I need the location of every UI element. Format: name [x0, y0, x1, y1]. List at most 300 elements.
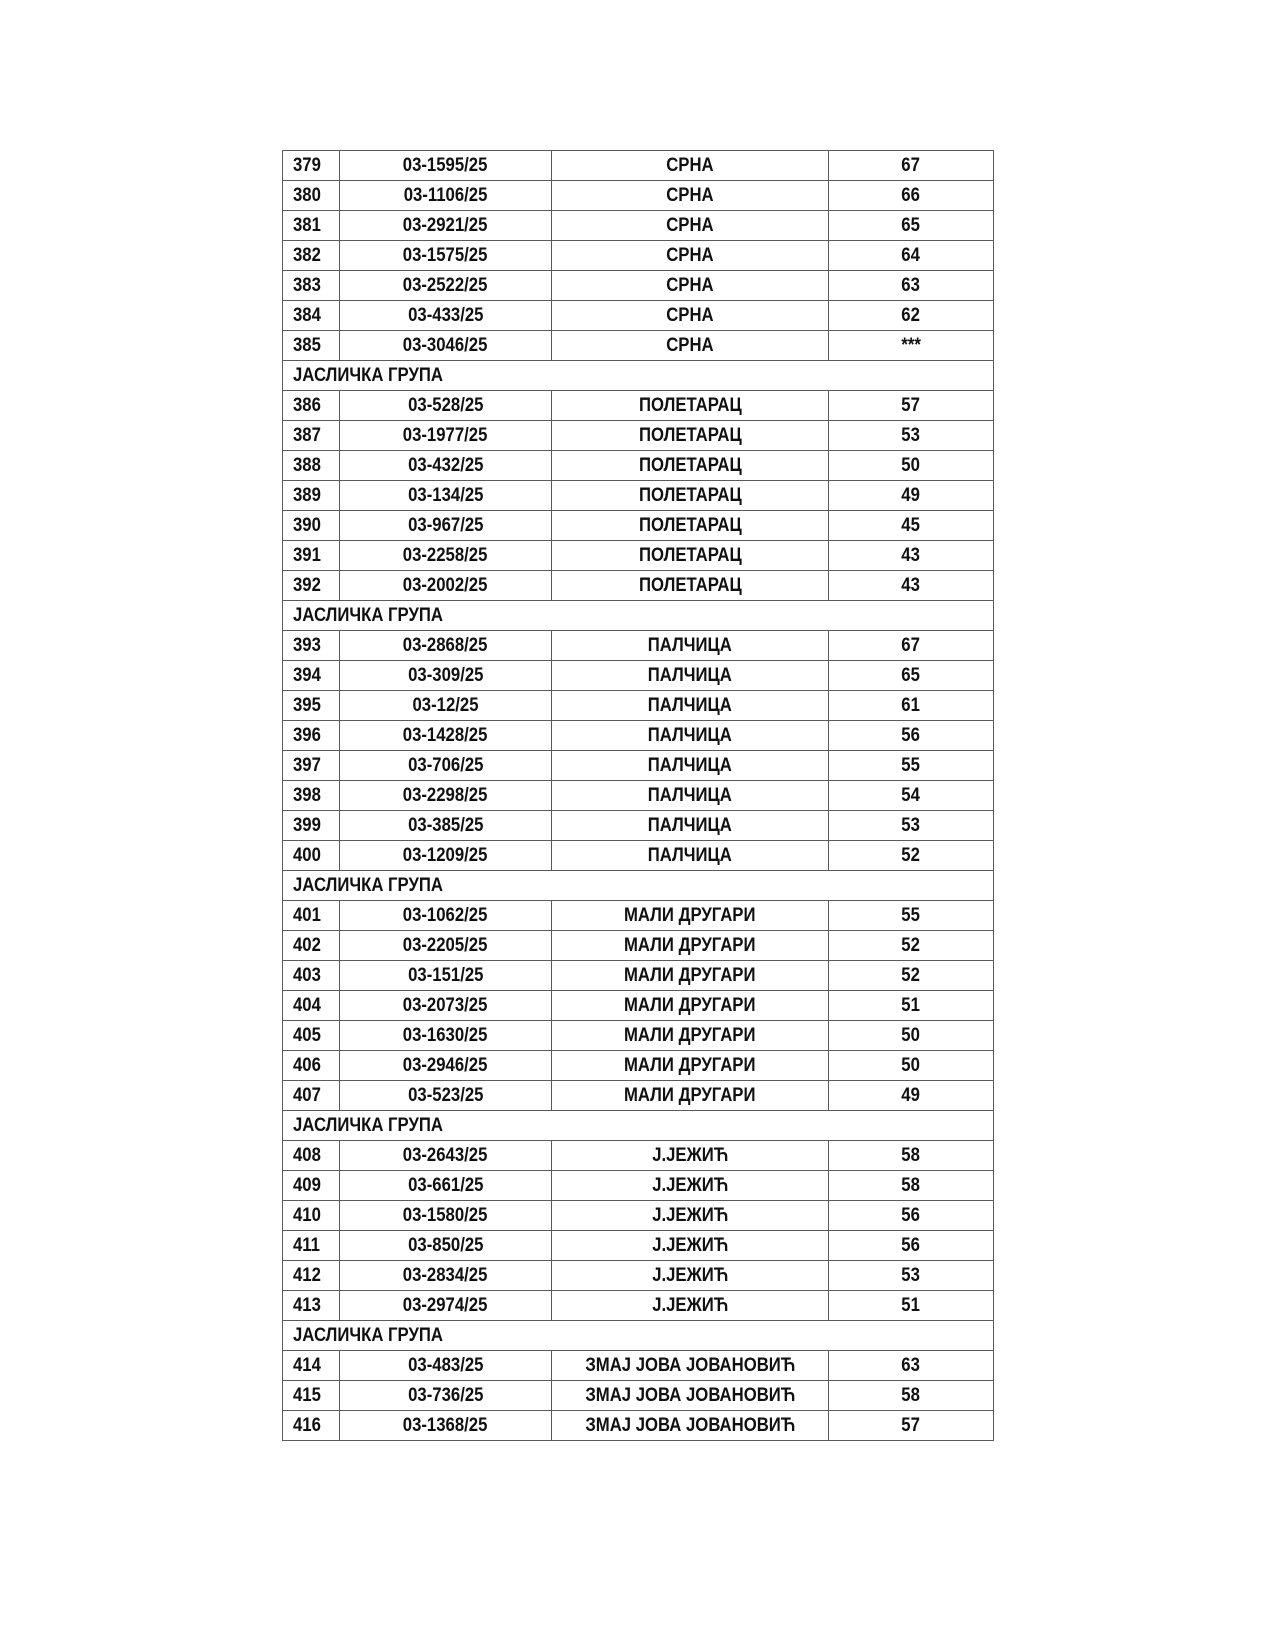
row-number: 408	[293, 1145, 321, 1166]
table-row	[283, 1231, 994, 1261]
row-number-cell	[283, 391, 340, 421]
group-label-cell	[283, 1111, 994, 1141]
application-code-cell	[340, 1141, 552, 1171]
kindergarten-name-cell	[552, 691, 829, 721]
kindergarten-name: ПАЛЧИЦА	[647, 665, 733, 686]
kindergarten-name: ПОЛЕТАРАЦ	[638, 425, 742, 446]
application-code-cell	[340, 751, 552, 781]
kindergarten-name-cell	[552, 961, 829, 991]
application-code-cell	[340, 691, 552, 721]
table-row	[283, 391, 994, 421]
application-code: 03-2643/25	[403, 1145, 488, 1166]
score-cell	[829, 961, 994, 991]
kindergarten-name: ПАЛЧИЦА	[647, 695, 733, 716]
row-number: 407	[293, 1085, 321, 1106]
row-number-cell	[283, 571, 340, 601]
application-code: 03-1062/25	[403, 905, 488, 926]
table-row	[283, 1081, 994, 1111]
row-number: 385	[293, 335, 321, 356]
score-cell	[829, 1291, 994, 1321]
kindergarten-name: Ј.ЈЕЖИЋ	[651, 1205, 729, 1226]
table-row	[283, 181, 994, 211]
score-cell	[829, 991, 994, 1021]
kindergarten-name: МАЛИ ДРУГАРИ	[624, 935, 756, 956]
group-label: ЈАСЛИЧКА ГРУПА	[293, 365, 443, 386]
score-cell	[829, 631, 994, 661]
row-number: 412	[293, 1265, 321, 1286]
application-code-cell	[340, 1291, 552, 1321]
score-cell	[829, 331, 994, 361]
kindergarten-name-cell	[552, 451, 829, 481]
kindergarten-name-cell	[552, 1291, 829, 1321]
kindergarten-name: СРНА	[666, 155, 714, 176]
row-number-cell	[283, 301, 340, 331]
kindergarten-name: ПАЛЧИЦА	[647, 815, 733, 836]
application-code: 03-1630/25	[403, 1025, 488, 1046]
application-code: 03-850/25	[407, 1235, 484, 1256]
kindergarten-name: ПОЛЕТАРАЦ	[638, 455, 742, 476]
application-code: 03-661/25	[407, 1175, 484, 1196]
application-code-cell	[340, 841, 552, 871]
table-row	[283, 211, 994, 241]
row-number: 393	[293, 635, 321, 656]
kindergarten-name: ПАЛЧИЦА	[647, 845, 733, 866]
application-code-cell	[340, 541, 552, 571]
group-label: ЈАСЛИЧКА ГРУПА	[293, 605, 443, 626]
row-number: 390	[293, 515, 321, 536]
row-number: 387	[293, 425, 321, 446]
row-number: 399	[293, 815, 321, 836]
kindergarten-name-cell	[552, 301, 829, 331]
table-row	[283, 631, 994, 661]
application-code-cell	[340, 211, 552, 241]
application-code-cell	[340, 451, 552, 481]
row-number: 400	[293, 845, 321, 866]
row-number: 380	[293, 185, 321, 206]
application-code-cell	[340, 1201, 552, 1231]
score: 57	[901, 395, 921, 416]
score: 43	[901, 545, 921, 566]
application-code: 03-2073/25	[403, 995, 488, 1016]
application-code: 03-151/25	[407, 965, 484, 986]
row-number-cell	[283, 421, 340, 451]
application-code: 03-3046/25	[403, 335, 488, 356]
score-cell	[829, 1081, 994, 1111]
row-number-cell	[283, 781, 340, 811]
row-number: 406	[293, 1055, 321, 1076]
application-code-cell	[340, 1351, 552, 1381]
row-number-cell	[283, 331, 340, 361]
application-code: 03-2834/25	[403, 1265, 488, 1286]
row-number-cell	[283, 271, 340, 301]
application-code: 03-2974/25	[403, 1295, 488, 1316]
kindergarten-name: МАЛИ ДРУГАРИ	[624, 965, 756, 986]
row-number: 391	[293, 545, 321, 566]
row-number-cell	[283, 1261, 340, 1291]
row-number: 409	[293, 1175, 321, 1196]
row-number: 397	[293, 755, 321, 776]
kindergarten-name-cell	[552, 781, 829, 811]
score: 64	[901, 245, 921, 266]
application-code-cell	[340, 781, 552, 811]
group-header-row	[283, 871, 994, 901]
kindergarten-name-cell	[552, 481, 829, 511]
kindergarten-name-cell	[552, 1081, 829, 1111]
group-label-cell	[283, 361, 994, 391]
score: 50	[901, 1055, 921, 1076]
score: 67	[901, 155, 921, 176]
row-number: 383	[293, 275, 321, 296]
row-number-cell	[283, 691, 340, 721]
application-code-cell	[340, 1381, 552, 1411]
kindergarten-name: МАЛИ ДРУГАРИ	[624, 1025, 756, 1046]
table-row	[283, 961, 994, 991]
score: 53	[901, 815, 921, 836]
row-number-cell	[283, 541, 340, 571]
application-code-cell	[340, 241, 552, 271]
table-row	[283, 571, 994, 601]
kindergarten-name-cell	[552, 931, 829, 961]
kindergarten-name-cell	[552, 1381, 829, 1411]
table-row	[283, 421, 994, 451]
score: 63	[901, 1355, 921, 1376]
kindergarten-name: Ј.ЈЕЖИЋ	[651, 1235, 729, 1256]
kindergarten-name-cell	[552, 541, 829, 571]
application-code: 03-2946/25	[403, 1055, 488, 1076]
score-cell	[829, 691, 994, 721]
application-code: 03-432/25	[407, 455, 484, 476]
table-row	[283, 811, 994, 841]
score-cell	[829, 1411, 994, 1441]
table-row	[283, 721, 994, 751]
kindergarten-name: Ј.ЈЕЖИЋ	[651, 1175, 729, 1196]
score-cell	[829, 391, 994, 421]
row-number-cell	[283, 451, 340, 481]
application-code-cell	[340, 1051, 552, 1081]
application-code: 03-967/25	[407, 515, 484, 536]
score-cell	[829, 661, 994, 691]
table-row	[283, 1261, 994, 1291]
row-number-cell	[283, 1081, 340, 1111]
score-cell	[829, 1051, 994, 1081]
row-number: 398	[293, 785, 321, 806]
score-cell	[829, 211, 994, 241]
score: 62	[901, 305, 921, 326]
kindergarten-name: ПАЛЧИЦА	[647, 755, 733, 776]
table-row	[283, 301, 994, 331]
application-code-cell	[340, 901, 552, 931]
kindergarten-name: Ј.ЈЕЖИЋ	[651, 1145, 729, 1166]
row-number-cell	[283, 1141, 340, 1171]
application-code: 03-1575/25	[403, 245, 488, 266]
row-number-cell	[283, 631, 340, 661]
score: 51	[901, 995, 921, 1016]
row-number: 381	[293, 215, 321, 236]
score-cell	[829, 901, 994, 931]
row-number-cell	[283, 481, 340, 511]
kindergarten-name-cell	[552, 211, 829, 241]
group-label-cell	[283, 871, 994, 901]
group-label: ЈАСЛИЧКА ГРУПА	[293, 1115, 443, 1136]
row-number: 394	[293, 665, 321, 686]
application-code-cell	[340, 991, 552, 1021]
table-row	[283, 1141, 994, 1171]
application-code-cell	[340, 1261, 552, 1291]
score-cell	[829, 481, 994, 511]
score-cell	[829, 1201, 994, 1231]
score-cell	[829, 1261, 994, 1291]
application-code-cell	[340, 301, 552, 331]
kindergarten-name-cell	[552, 1411, 829, 1441]
row-number: 382	[293, 245, 321, 266]
row-number: 410	[293, 1205, 321, 1226]
group-label-cell	[283, 601, 994, 631]
table-row	[283, 1051, 994, 1081]
kindergarten-name-cell	[552, 1021, 829, 1051]
score: 50	[901, 455, 921, 476]
kindergarten-name: СРНА	[666, 245, 714, 266]
row-number-cell	[283, 931, 340, 961]
table-row	[283, 1411, 994, 1441]
application-code-cell	[340, 961, 552, 991]
kindergarten-name: ПОЛЕТАРАЦ	[638, 575, 742, 596]
table-row	[283, 481, 994, 511]
application-code-cell	[340, 1021, 552, 1051]
kindergarten-name-cell	[552, 1141, 829, 1171]
application-code: 03-2522/25	[403, 275, 488, 296]
application-code: 03-1580/25	[403, 1205, 488, 1226]
kindergarten-name: ЗМАЈ ЈОВА ЈОВАНОВИЋ	[584, 1355, 796, 1376]
row-number: 401	[293, 905, 321, 926]
kindergarten-name-cell	[552, 991, 829, 1021]
score: 55	[901, 905, 921, 926]
kindergarten-name: ПОЛЕТАРАЦ	[638, 395, 742, 416]
kindergarten-name-cell	[552, 751, 829, 781]
score: 52	[901, 935, 921, 956]
row-number: 396	[293, 725, 321, 746]
score: 53	[901, 425, 921, 446]
group-label-cell	[283, 1321, 994, 1351]
row-number: 384	[293, 305, 321, 326]
application-code: 03-134/25	[407, 485, 484, 506]
application-code: 03-1209/25	[403, 845, 488, 866]
row-number: 411	[293, 1235, 320, 1256]
group-label: ЈАСЛИЧКА ГРУПА	[293, 875, 443, 896]
kindergarten-name: МАЛИ ДРУГАРИ	[624, 1085, 756, 1106]
score-cell	[829, 241, 994, 271]
kindergarten-name: ПОЛЕТАРАЦ	[638, 515, 742, 536]
score: 43	[901, 575, 921, 596]
kindergarten-name: СРНА	[666, 185, 714, 206]
kindergarten-name-cell	[552, 1051, 829, 1081]
row-number-cell	[283, 841, 340, 871]
application-code-cell	[340, 391, 552, 421]
group-label: ЈАСЛИЧКА ГРУПА	[293, 1325, 443, 1346]
score: 49	[901, 1085, 921, 1106]
score-cell	[829, 271, 994, 301]
kindergarten-name: МАЛИ ДРУГАРИ	[624, 995, 756, 1016]
table-row	[283, 751, 994, 781]
application-code-cell	[340, 1081, 552, 1111]
score: 49	[901, 485, 921, 506]
row-number: 415	[293, 1385, 321, 1406]
table-row	[283, 241, 994, 271]
row-number-cell	[283, 1381, 340, 1411]
application-code: 03-1106/25	[403, 185, 488, 206]
row-number: 395	[293, 695, 321, 716]
kindergarten-name-cell	[552, 1201, 829, 1231]
application-code: 03-12/25	[412, 695, 479, 716]
kindergarten-name-cell	[552, 1171, 829, 1201]
kindergarten-name-cell	[552, 1231, 829, 1261]
score-cell	[829, 1141, 994, 1171]
application-code: 03-736/25	[407, 1385, 484, 1406]
kindergarten-name-cell	[552, 511, 829, 541]
kindergarten-name: СРНА	[666, 215, 714, 236]
application-code: 03-1368/25	[403, 1415, 488, 1436]
score: 55	[901, 755, 921, 776]
table-row	[283, 781, 994, 811]
score: 53	[901, 1265, 921, 1286]
kindergarten-name: СРНА	[666, 305, 714, 326]
row-number-cell	[283, 1201, 340, 1231]
score: ***	[901, 335, 921, 356]
application-code-cell	[340, 571, 552, 601]
score: 45	[901, 515, 921, 536]
application-code-cell	[340, 331, 552, 361]
kindergarten-name-cell	[552, 1261, 829, 1291]
row-number: 414	[293, 1355, 321, 1376]
application-code: 03-2868/25	[403, 635, 488, 656]
kindergarten-name-cell	[552, 181, 829, 211]
kindergarten-name: СРНА	[666, 335, 714, 356]
application-code-cell	[340, 511, 552, 541]
kindergarten-name-cell	[552, 571, 829, 601]
application-code-cell	[340, 931, 552, 961]
table-row	[283, 991, 994, 1021]
row-number: 386	[293, 395, 321, 416]
kindergarten-name-cell	[552, 271, 829, 301]
group-header-row	[283, 601, 994, 631]
row-number-cell	[283, 991, 340, 1021]
kindergarten-name-cell	[552, 661, 829, 691]
application-code-cell	[340, 721, 552, 751]
kindergarten-name-cell	[552, 901, 829, 931]
score: 63	[901, 275, 921, 296]
table-row	[283, 1171, 994, 1201]
score: 51	[901, 1295, 921, 1316]
row-number-cell	[283, 1351, 340, 1381]
table-row	[283, 511, 994, 541]
application-code-cell	[340, 421, 552, 451]
group-header-row	[283, 1321, 994, 1351]
score: 56	[901, 1235, 921, 1256]
score-cell	[829, 151, 994, 181]
application-code-cell	[340, 1171, 552, 1201]
row-number: 402	[293, 935, 321, 956]
row-number: 405	[293, 1025, 321, 1046]
row-number: 388	[293, 455, 321, 476]
row-number-cell	[283, 1291, 340, 1321]
kindergarten-name-cell	[552, 631, 829, 661]
score-cell	[829, 721, 994, 751]
kindergarten-name: ЗМАЈ ЈОВА ЈОВАНОВИЋ	[584, 1385, 796, 1406]
score-cell	[829, 1351, 994, 1381]
kindergarten-name: Ј.ЈЕЖИЋ	[651, 1265, 729, 1286]
table-row	[283, 1021, 994, 1051]
score: 61	[901, 695, 921, 716]
application-code-cell	[340, 811, 552, 841]
application-code: 03-433/25	[407, 305, 484, 326]
score-cell	[829, 781, 994, 811]
score-cell	[829, 541, 994, 571]
application-code: 03-385/25	[407, 815, 484, 836]
application-code-cell	[340, 181, 552, 211]
application-code: 03-2258/25	[403, 545, 488, 566]
score-cell	[829, 451, 994, 481]
kindergarten-name-cell	[552, 331, 829, 361]
row-number-cell	[283, 901, 340, 931]
application-code-cell	[340, 1231, 552, 1261]
kindergarten-name: ПАЛЧИЦА	[647, 785, 733, 806]
table-row	[283, 451, 994, 481]
row-number-cell	[283, 661, 340, 691]
application-code: 03-1428/25	[403, 725, 488, 746]
row-number: 416	[293, 1415, 321, 1436]
application-code: 03-523/25	[407, 1085, 484, 1106]
row-number-cell	[283, 751, 340, 781]
score: 65	[901, 665, 921, 686]
table-row	[283, 331, 994, 361]
application-code: 03-309/25	[407, 665, 484, 686]
kindergarten-name: ПОЛЕТАРАЦ	[638, 485, 742, 506]
score: 56	[901, 725, 921, 746]
kindergarten-name-cell	[552, 151, 829, 181]
score-cell	[829, 511, 994, 541]
row-number: 389	[293, 485, 321, 506]
kindergarten-name-cell	[552, 1351, 829, 1381]
score-cell	[829, 1381, 994, 1411]
table-row	[283, 541, 994, 571]
application-code: 03-528/25	[407, 395, 484, 416]
kindergarten-name-cell	[552, 421, 829, 451]
row-number: 413	[293, 1295, 321, 1316]
application-code: 03-2921/25	[403, 215, 488, 236]
table-row	[283, 931, 994, 961]
table-row	[283, 1381, 994, 1411]
table-row	[283, 901, 994, 931]
score: 66	[901, 185, 921, 206]
table-row	[283, 1201, 994, 1231]
application-code: 03-2298/25	[403, 785, 488, 806]
application-code-cell	[340, 481, 552, 511]
score: 52	[901, 965, 921, 986]
score: 65	[901, 215, 921, 236]
table-row	[283, 151, 994, 181]
score-cell	[829, 931, 994, 961]
table-row	[283, 1291, 994, 1321]
row-number-cell	[283, 1411, 340, 1441]
table-row	[283, 691, 994, 721]
row-number-cell	[283, 1171, 340, 1201]
score: 67	[901, 635, 921, 656]
score-cell	[829, 571, 994, 601]
application-code: 03-1977/25	[403, 425, 488, 446]
kindergarten-name: ЗМАЈ ЈОВА ЈОВАНОВИЋ	[584, 1415, 796, 1436]
row-number-cell	[283, 961, 340, 991]
table-row	[283, 661, 994, 691]
kindergarten-name: МАЛИ ДРУГАРИ	[624, 905, 756, 926]
